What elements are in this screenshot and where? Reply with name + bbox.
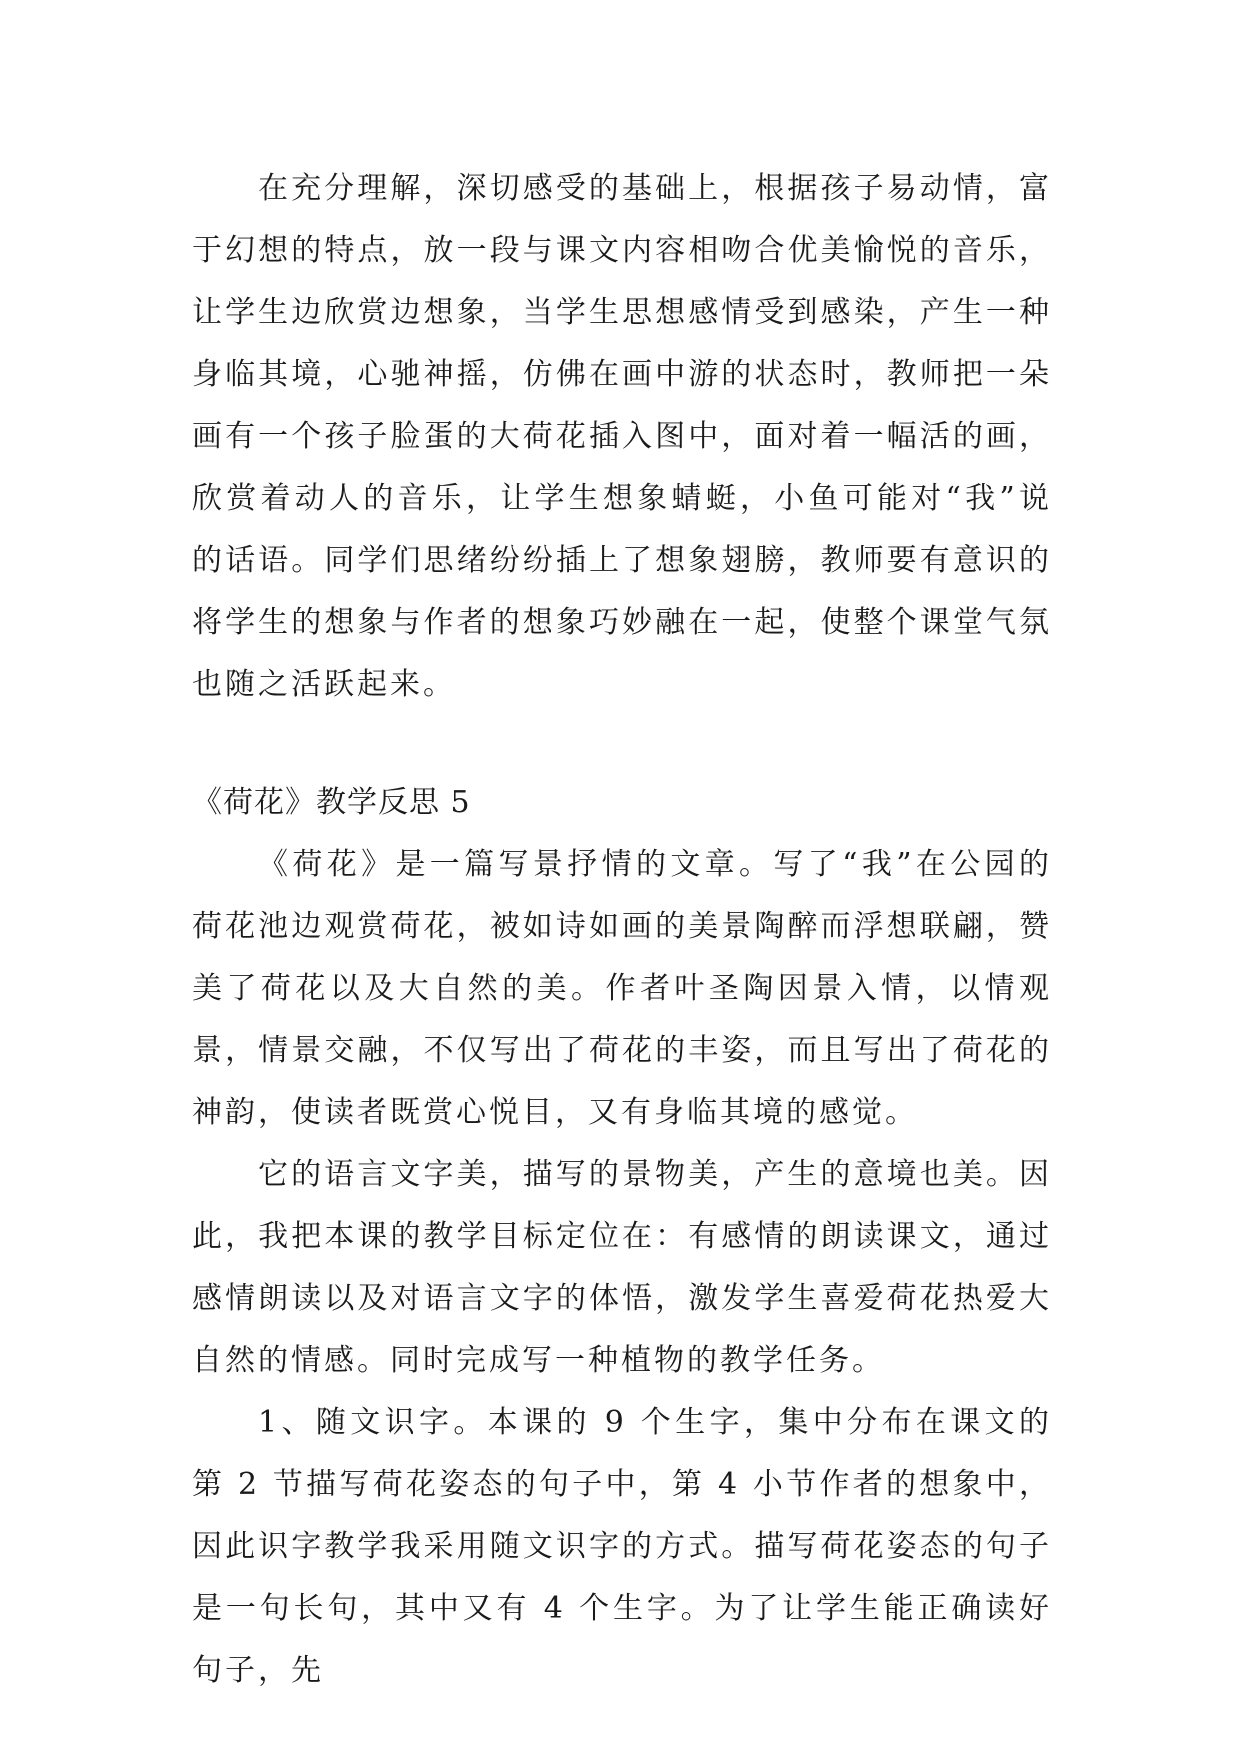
section-title: 《荷花》教学反思 5 <box>192 785 471 820</box>
paragraph-intro: 在充分理解，深切感受的基础上，根据孩子易动情，富于幻想的特点，放一段与课文内容相吻合优美愉悦的音乐，让学生边欣赏边想象，当学生思想感情受到感染，产生一种身临其境，心驰神摇，仿佛在画中游的状态时，教师把一朵画有一个孩子脸蛋的大荷花插入图中，面对着一幅活的画，欣赏着动人的音乐，让学生想象蜻蜓，小鱼可能对“我”说的话语。同学们思绪纷纷插上了想象翅膀，教师要有意识的将学生的想象与作者的想象巧妙融在一起，使整个课堂气氛也随之活跃起来。 <box>192 171 1052 702</box>
paragraph-spacer <box>192 716 1052 772</box>
paragraph-2: 它的语言文字美，描写的景物美，产生的意境也美。因此，我把本课的教学目标定位在：有感情的朗读课文，通过感情朗读以及对语言文字的体悟，激发学生喜爱荷花热爱大自然的情感。同时完成写一种植物的教学任务。 <box>192 1157 1052 1378</box>
document-page <box>192 158 1052 1702</box>
paragraph-3: 1、随文识字。本课的 9 个生字，集中分布在课文的第 2 节描写荷花姿态的句子中，第 4 小节作者的想象中，因此识字教学我采用随文识字的方式。描写荷花姿态的句子是一句长句，其中又有 4 个生字。为了让学生能正确读好句子，先 <box>192 1405 1052 1688</box>
paragraph-1: 《荷花》是一篇写景抒情的文章。写了“我”在公园的荷花池边观赏荷花，被如诗如画的美景陶醉而浮想联翩，赞美了荷花以及大自然的美。作者叶圣陶因景入情，以情观景，情景交融，不仅写出了荷花的丰姿，而且写出了荷花的神韵，使读者既赏心悦目，又有身临其境的感觉。 <box>192 847 1052 1130</box>
